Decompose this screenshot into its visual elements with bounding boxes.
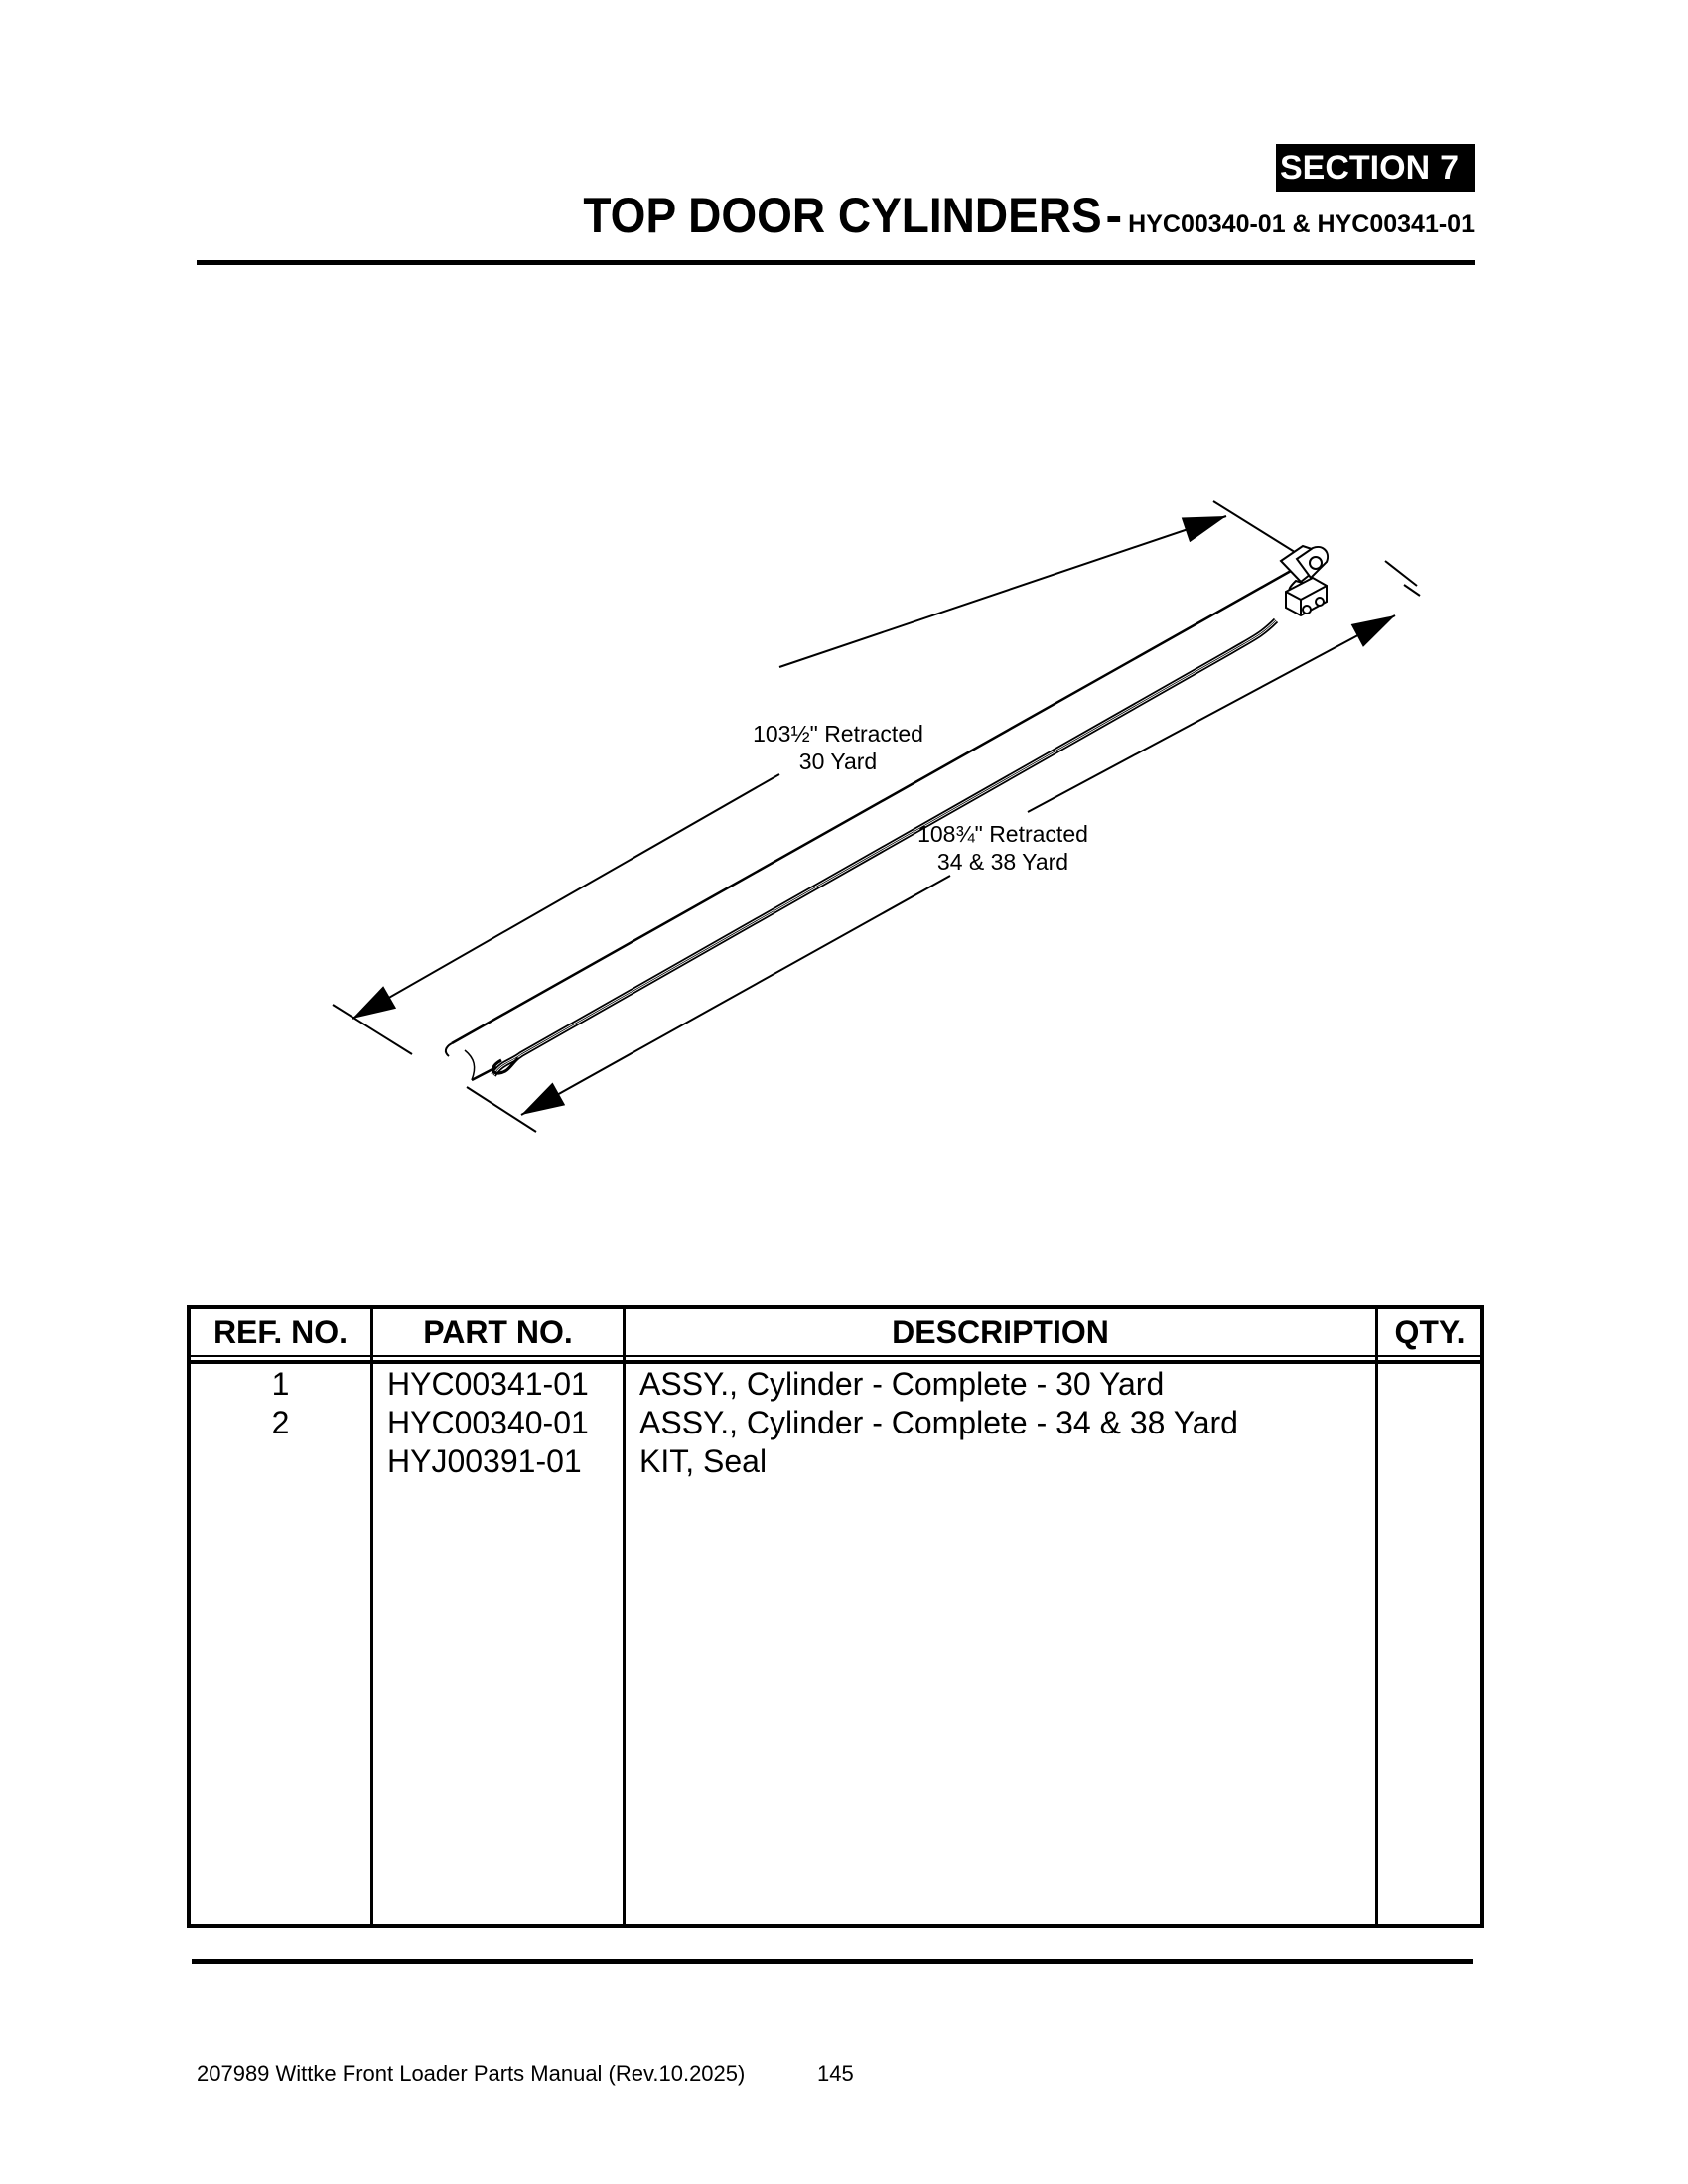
page-title-separator: - [1105,188,1123,243]
ref-no [191,1442,370,1481]
footer-page-number: 145 [817,2061,854,2086]
header-divider [191,1360,1480,1364]
footer-document-title: 207989 Wittke Front Loader Parts Manual (Rev.10.2025) [197,2061,746,2086]
column-header-ref-no: REF. NO. [212,1313,349,1350]
dimension-note: 30 Yard [798,749,878,774]
dimension-label-30-yard [741,720,935,775]
part-no: HYC00340-01 [387,1405,589,1440]
header-divider [191,1355,1480,1357]
qty [1378,1442,1481,1481]
dimension-value: 108¾" Retracted [917,821,1088,847]
parts-table [187,1305,1484,1928]
qty [1378,1404,1481,1442]
ref-no: 2 [271,1405,290,1440]
dimension-value: 103½" Retracted [753,721,923,747]
column-header-part-no: PART NO. [423,1313,573,1350]
page-title-part-numbers: HYC00340-01 & HYC00341-01 [1128,210,1475,238]
description: ASSY., Cylinder - Complete - 30 Yard [639,1366,1165,1402]
section-number: 7 [1440,148,1459,187]
table-row [191,1404,1480,1442]
section-label: SECTION [1280,148,1431,187]
part-no: HYC00341-01 [387,1366,589,1402]
page-title-main: TOP DOOR CYLINDERS [583,188,1102,243]
description: ASSY., Cylinder - Complete - 34 & 38 Yard [639,1405,1238,1440]
description: KIT, Seal [639,1443,768,1479]
column-header-qty: QTY. [1394,1313,1466,1350]
column-header-description: DESCRIPTION [892,1313,1109,1350]
ref-no: 1 [271,1366,290,1402]
footer-rule [192,1959,1473,1964]
part-no: HYJ00391-01 [387,1443,582,1479]
table-row [191,1442,1480,1481]
dimension-note: 34 & 38 Yard [936,849,1069,875]
qty [1378,1365,1481,1404]
table-row [191,1365,1480,1404]
dimension-label-34-38-yard [904,820,1102,876]
